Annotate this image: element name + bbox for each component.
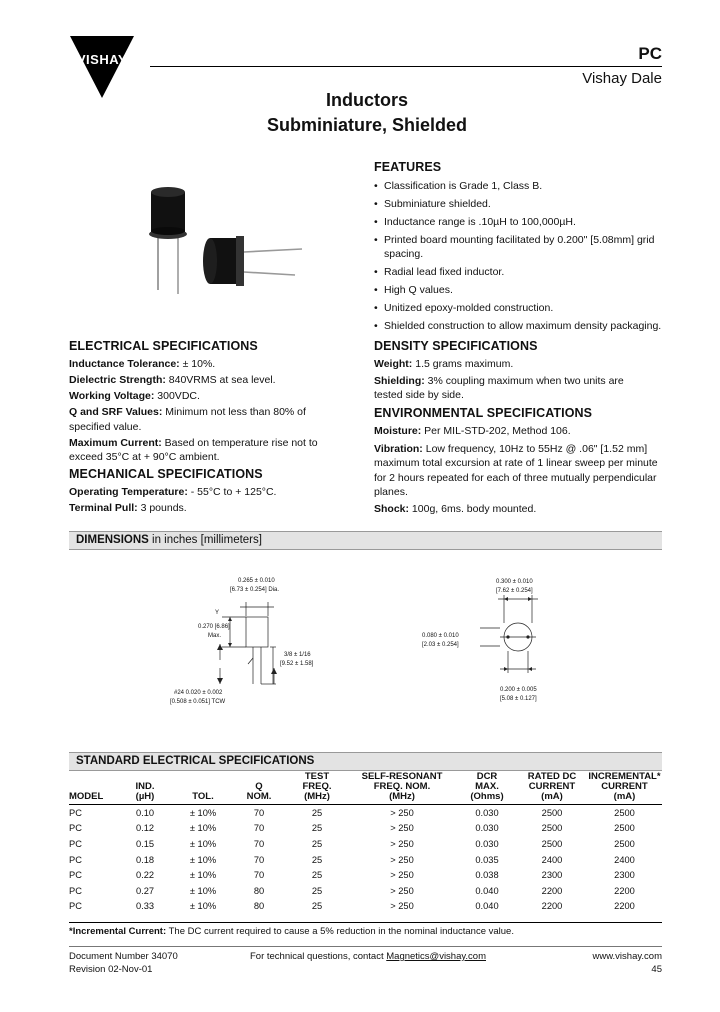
vishay-logo bbox=[68, 32, 136, 100]
table-cell: PC bbox=[69, 838, 82, 849]
feature-item: • Unitized epoxy-molded construction. bbox=[374, 301, 666, 316]
table-cell: 2400 bbox=[614, 854, 635, 865]
table-cell: PC bbox=[69, 901, 82, 912]
table-cell: 2200 bbox=[614, 885, 635, 896]
table-footnote: *Incremental Current: The DC current required to cause a 5% reduction in the nominal inductance value. bbox=[69, 926, 514, 937]
table-cell: 0.035 bbox=[475, 854, 499, 865]
table-cell: > 250 bbox=[390, 854, 414, 865]
table-cell: 0.15 bbox=[135, 838, 155, 849]
dim-side-height-mm: [2.03 ± 0.254] bbox=[422, 642, 459, 648]
col-incremental-current: INCREMENTAL* CURRENT (mA) bbox=[588, 771, 661, 802]
table-row bbox=[69, 883, 662, 899]
table-heading-bar bbox=[69, 752, 662, 771]
electrical-specs bbox=[69, 357, 339, 465]
feature-item: • High Q values. bbox=[374, 283, 666, 298]
table-cell: 25 bbox=[311, 854, 323, 865]
table-cell: PC bbox=[69, 885, 82, 896]
table-cell: 0.038 bbox=[475, 870, 499, 881]
table-cell: > 250 bbox=[390, 807, 414, 818]
table-cell: 2300 bbox=[614, 870, 635, 881]
table-heading: STANDARD ELECTRICAL SPECIFICATIONS bbox=[76, 755, 315, 767]
table-row bbox=[69, 852, 662, 868]
table-cell: 0.040 bbox=[475, 885, 499, 896]
table-cell: > 250 bbox=[390, 823, 414, 834]
table-cell: 2500 bbox=[614, 807, 635, 818]
feature-item: • Classification is Grade 1, Class B. bbox=[374, 179, 666, 194]
table-cell: 0.18 bbox=[135, 854, 155, 865]
table-header-row bbox=[69, 772, 662, 805]
header-rule bbox=[150, 66, 662, 67]
dim-lead-spacing: 0.200 ± 0.005 bbox=[500, 687, 537, 693]
table-cell: 0.030 bbox=[475, 838, 499, 849]
table-cell: 25 bbox=[311, 870, 323, 881]
table-cell: ± 10% bbox=[189, 823, 217, 834]
table-cell: PC bbox=[69, 870, 82, 881]
table-cell: PC bbox=[69, 854, 82, 865]
dim-lead-spacing-mm: [5.08 ± 0.127] bbox=[500, 696, 537, 702]
dim-diameter: 0.265 ± 0.010 bbox=[238, 578, 275, 584]
col-srf: SELF-RESONANT FREQ. NOM. (MHz) bbox=[361, 771, 443, 802]
table-cell: 70 bbox=[253, 807, 265, 818]
table-cell: 2200 bbox=[541, 901, 563, 912]
table-cell: 2500 bbox=[541, 838, 563, 849]
table-bottom-rule bbox=[69, 922, 662, 923]
table-cell: 25 bbox=[311, 823, 323, 834]
footer-contact: For technical questions, contact Magnetics@vishay.com bbox=[250, 951, 486, 962]
feature-item: • Inductance range is .10µH to 100,000µH. bbox=[374, 215, 666, 230]
table-cell: PC bbox=[69, 823, 82, 834]
dimensions-heading: DIMENSIONS bbox=[76, 534, 149, 546]
feature-item: • Radial lead fixed inductor. bbox=[374, 265, 666, 280]
dimensions-heading-wrap bbox=[76, 534, 262, 546]
dim-height-max: Max. bbox=[208, 633, 222, 639]
dimension-drawing-front bbox=[160, 572, 350, 712]
product-photo bbox=[140, 180, 310, 300]
product-code: PC bbox=[638, 44, 662, 63]
table-cell: 0.27 bbox=[135, 885, 155, 896]
col-tol: TOL. bbox=[192, 791, 214, 802]
environmental-specs bbox=[374, 424, 666, 516]
spec-q-srf: Q and SRF Values: Minimum not less than 80% of specified value. bbox=[69, 406, 306, 433]
table-cell: > 250 bbox=[390, 870, 414, 881]
table-cell: > 250 bbox=[390, 901, 414, 912]
table-cell: 0.030 bbox=[475, 823, 499, 834]
dim-side-width: 0.300 ± 0.010 bbox=[496, 579, 533, 585]
table-cell: 70 bbox=[253, 838, 265, 849]
spec-maximum-current: Maximum Current: Based on temperature rise not to exceed 35°C at + 90°C ambient. bbox=[69, 436, 318, 463]
feature-item: • Subminiature shielded. bbox=[374, 197, 666, 212]
density-specs bbox=[374, 357, 644, 403]
table-cell: 25 bbox=[311, 901, 323, 912]
dimensions-suffix: in inches [millimeters] bbox=[148, 534, 262, 546]
footer-website[interactable]: www.vishay.com bbox=[592, 951, 662, 962]
features-heading: FEATURES bbox=[374, 160, 442, 174]
table-cell: 2200 bbox=[614, 901, 635, 912]
spec-terminal-pull: Terminal Pull: 3 pounds. bbox=[69, 502, 187, 514]
feature-item: • Shielded construction to allow maximum density packaging. bbox=[374, 319, 666, 334]
spec-shock: Shock: 100g, 6ms. body mounted. bbox=[374, 502, 537, 515]
col-model: MODEL bbox=[69, 791, 104, 802]
table-cell: 80 bbox=[253, 901, 265, 912]
brand-name: Vishay Dale bbox=[582, 70, 662, 87]
footer-document: Document Number 34070 bbox=[69, 951, 178, 962]
electrical-heading: ELECTRICAL SPECIFICATIONS bbox=[69, 339, 258, 353]
contact-email-link[interactable]: Magnetics@vishay.com bbox=[386, 951, 486, 962]
table-row bbox=[69, 821, 662, 837]
table-cell: 2500 bbox=[541, 807, 563, 818]
col-rated-current: RATED DC CURRENT (mA) bbox=[527, 771, 577, 802]
table-cell: ± 10% bbox=[189, 838, 217, 849]
table-cell: ± 10% bbox=[189, 870, 217, 881]
table-row bbox=[69, 805, 662, 821]
table-cell: 70 bbox=[253, 854, 265, 865]
dim-wire: #24 0.020 ± 0.002 bbox=[174, 690, 223, 696]
dim-wire-mm: [0.508 ± 0.051] TCW bbox=[170, 699, 226, 705]
spec-moisture: Moisture: Per MIL-STD-202, Method 106. bbox=[374, 425, 571, 437]
table-cell: 2500 bbox=[614, 838, 635, 849]
col-test-freq: TEST FREQ. (MHz) bbox=[302, 771, 332, 802]
table-cell: ± 10% bbox=[189, 885, 217, 896]
table-cell: 0.12 bbox=[135, 823, 155, 834]
spec-inductance-tolerance: Inductance Tolerance: ± 10%. bbox=[69, 358, 216, 370]
spec-table bbox=[69, 772, 662, 914]
table-cell: 25 bbox=[311, 885, 323, 896]
table-row bbox=[69, 836, 662, 852]
spec-weight: Weight: 1.5 grams maximum. bbox=[374, 358, 514, 370]
table-cell: 0.22 bbox=[135, 870, 155, 881]
col-dcr: DCR MAX. (Ohms) bbox=[470, 771, 504, 802]
table-cell: ± 10% bbox=[189, 854, 217, 865]
dim-side-height: 0.080 ± 0.010 bbox=[422, 633, 459, 639]
table-cell: 2200 bbox=[541, 885, 563, 896]
mechanical-specs bbox=[69, 485, 339, 516]
spec-shielding: Shielding: 3% coupling maximum when two units are tested side by side. bbox=[374, 374, 624, 401]
vishay-logo-text: VISHAY bbox=[76, 52, 128, 67]
table-row bbox=[69, 867, 662, 883]
environmental-heading: ENVIRONMENTAL SPECIFICATIONS bbox=[374, 406, 593, 420]
table-cell: 25 bbox=[311, 807, 323, 818]
table-cell: 0.040 bbox=[475, 901, 499, 912]
table-cell: ± 10% bbox=[189, 807, 217, 818]
table-cell: > 250 bbox=[390, 838, 414, 849]
table-cell: 70 bbox=[253, 823, 265, 834]
table-row bbox=[69, 899, 662, 915]
table-cell: 2300 bbox=[541, 870, 563, 881]
footer-rule bbox=[69, 946, 662, 947]
feature-item: • Printed board mounting facilitated by 0.200" [5.08mm] grid spacing. bbox=[374, 233, 666, 262]
footer-page-number: 45 bbox=[651, 964, 662, 975]
table-cell: 80 bbox=[253, 885, 265, 896]
table-cell: 2400 bbox=[541, 854, 563, 865]
table-cell: 2500 bbox=[541, 823, 563, 834]
dim-diameter-mm: [6.73 ± 0.254] Dia. bbox=[230, 587, 279, 593]
table-cell: 2500 bbox=[614, 823, 635, 834]
dim-side-width-mm: [7.62 ± 0.254] bbox=[496, 588, 533, 594]
table-cell: 25 bbox=[311, 838, 323, 849]
density-heading: DENSITY SPECIFICATIONS bbox=[374, 339, 538, 353]
spec-operating-temperature: Operating Temperature: - 55°C to + 125°C. bbox=[69, 486, 277, 498]
table-cell: 0.33 bbox=[135, 901, 155, 912]
table-cell: PC bbox=[69, 807, 82, 818]
col-q: Q NOM. bbox=[246, 781, 272, 802]
page-title-line1: Inductors bbox=[325, 90, 408, 110]
dimension-drawing-side bbox=[420, 575, 570, 705]
table-cell: 70 bbox=[253, 870, 265, 881]
dim-y-marker: Y bbox=[215, 610, 220, 616]
page-title-line2: Subminiature, Shielded bbox=[266, 115, 468, 135]
spec-working-voltage: Working Voltage: 300VDC. bbox=[69, 390, 200, 402]
dim-height: 0.270 [6.86] bbox=[198, 624, 230, 630]
table-cell: 0.030 bbox=[475, 807, 499, 818]
spec-dielectric-strength: Dielectric Strength: 840VRMS at sea level. bbox=[69, 374, 276, 386]
spec-vibration: Vibration: Low frequency, 10Hz to 55Hz @ .06" [1.52 mm] maximum total excursion at rate of 1 linear sweep per minute for 2 hours repeated for each of three mutually perpendicular planes. bbox=[374, 442, 658, 498]
table-cell: > 250 bbox=[390, 885, 414, 896]
features-list bbox=[374, 179, 666, 337]
dim-lead-length-mm: [9.52 ± 1.58] bbox=[280, 661, 314, 667]
footer-revision: Revision 02-Nov-01 bbox=[69, 964, 153, 975]
mechanical-heading: MECHANICAL SPECIFICATIONS bbox=[69, 467, 263, 481]
table-cell: ± 10% bbox=[189, 901, 217, 912]
col-ind: IND. (µH) bbox=[135, 781, 155, 802]
table-cell: 0.10 bbox=[135, 807, 155, 818]
dim-lead-length: 3/8 ± 1/16 bbox=[284, 652, 311, 658]
dimensions-bar bbox=[69, 531, 662, 550]
